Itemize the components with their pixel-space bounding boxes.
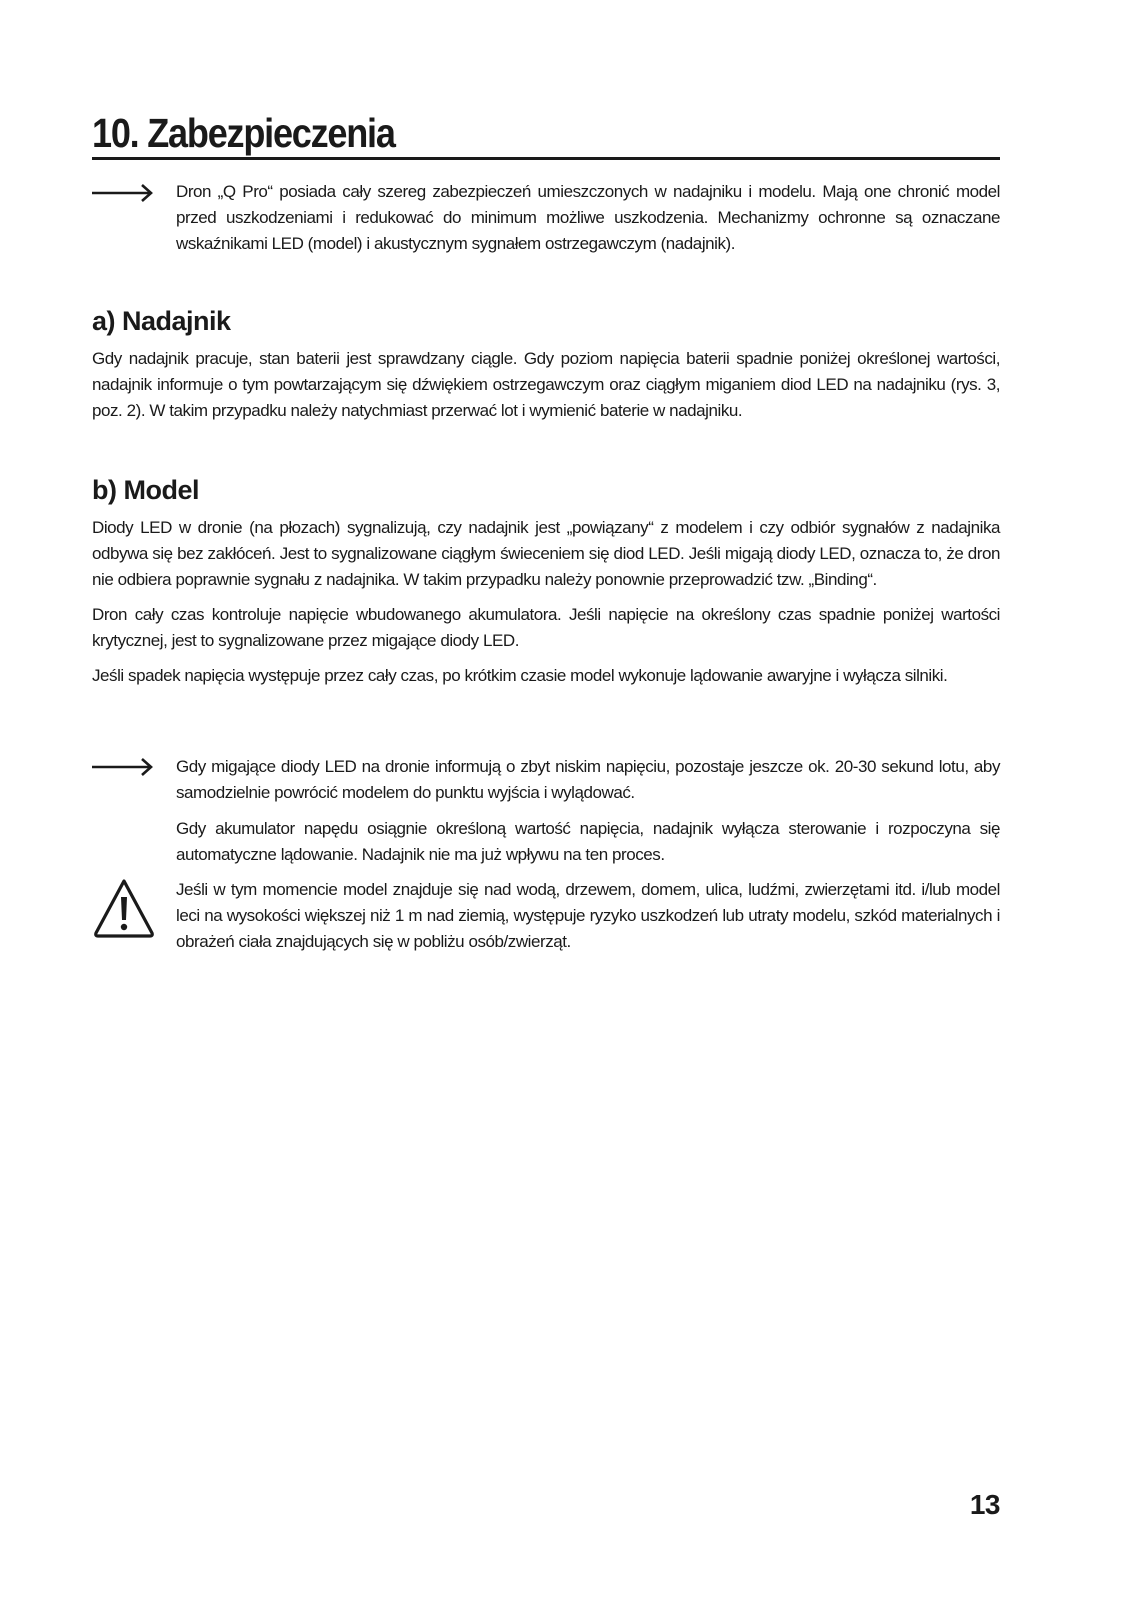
- battery-note-text: Gdy migające diody LED na dronie informują o zbyt niskim napięciu, pozostaje jeszcze ok. 20-30 sekund lotu, aby samodzielnie powrócić modelem do punktu wyjścia i wylądować.: [176, 757, 1000, 802]
- warning-note: [92, 877, 1000, 955]
- intro-note: [92, 179, 1000, 257]
- section-b-paragraph: Diody LED w dronie (na płozach) sygnalizują, czy nadajnik jest „powiązany“ z modelem i czy odbiór sygnałów z nadajnika odbywa się bez zakłóceń. Jest to sygnalizowane ciągłym świeceniem się diod LED. Jeśli migają diody LED, oznacza to, że dron nie odbiera poprawnie sygnału z nadajnika. W takim przypadku należy ponownie przeprowadzić tzw. „Binding“.: [92, 518, 1000, 589]
- section-a-title: a) Nadajnik: [92, 306, 231, 336]
- section-a-paragraph: Gdy nadajnik pracuje, stan baterii jest sprawdzany ciągle. Gdy poziom napięcia baterii spadnie poniżej określonej wartości, nadajnik informuje o tym powtarzającym się dźwiękiem ostrzegawczym oraz ciągłym miganiem diod LED na nadajniku (rys. 3, poz. 2). W takim przypadku należy natychmiast przerwać lot i wymienić baterie w nadajniku.: [92, 349, 1000, 420]
- page-title: 10. Zabezpieczenia: [92, 110, 395, 156]
- arrow-right-icon: [92, 181, 154, 205]
- section-b-paragraph: Jeśli spadek napięcia występuje przez cały czas, po krótkim czasie model wykonuje lądowanie awaryjne i wyłącza silniki.: [92, 666, 948, 685]
- warning-text: Jeśli w tym momencie model znajduje się nad wodą, drzewem, domem, ulica, ludźmi, zwierzętami itd. i/lub model leci na wysokości większej niż 1 m nad ziemią, występuje ryzyko uszkodzeń lub utraty modelu, szkód materialnych i obrażeń ciała znajdujących się w pobliżu osób/zwierząt.: [176, 880, 1000, 951]
- section-b-title: b) Model: [92, 475, 199, 505]
- section-b-paragraph: Dron cały czas kontroluje napięcie wbudowanego akumulatora. Jeśli napięcie na określony czas spadnie poniżej wartości krytycznej, jest to sygnalizowane przez migające diody LED.: [92, 605, 1000, 650]
- arrow-right-icon: [92, 755, 154, 779]
- page-number: 13: [969, 1489, 1000, 1520]
- battery-note-text: Gdy akumulator napędu osiągnie określoną wartość napięcia, nadajnik wyłącza sterowanie i rozpoczyna się automatyczne lądowanie. Nadajnik nie ma już wpływu na ten proces.: [176, 819, 1000, 864]
- intro-note-text: Dron „Q Pro“ posiada cały szereg zabezpieczeń umieszczonych w nadajniku i modelu. Mają one chronić model przed uszkodzeniami i redukować do minimum możliwe uszkodzenia. Mechanizmy ochronne są oznaczane wskaźnikami LED (model) i akustycznym sygnałem ostrzegawczym (nadajnik).: [176, 182, 1000, 253]
- title-rule: [92, 157, 1000, 160]
- warning-triangle-icon: [92, 877, 156, 939]
- battery-note: [92, 754, 1000, 868]
- section-a-body: [92, 346, 1000, 424]
- section-b-body: [92, 515, 1000, 689]
